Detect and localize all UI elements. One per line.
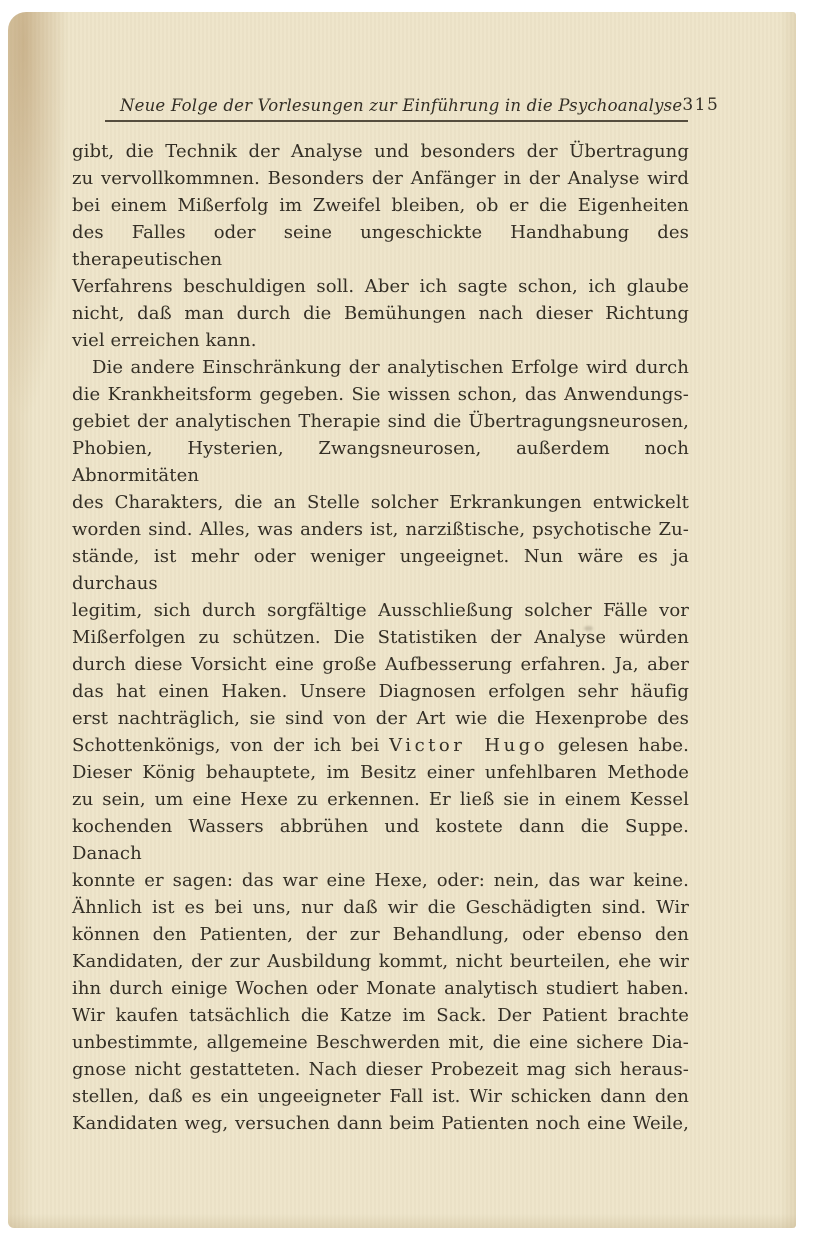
text-line: stände, ist mehr oder weniger ungeeignet. Nun wäre es ja durchaus (72, 546, 689, 594)
text-line: Wir kaufen tatsächlich die Katze im Sack. Der Patient brachte (72, 1005, 689, 1026)
text-line: worden sind. Alles, was anders ist, narzißtische, psychotische Zu- (72, 519, 689, 540)
text-line: gnose nicht gestatteten. Nach dieser Probezeit mag sich heraus- (72, 1059, 689, 1080)
letterspaced-author-name: Victor Hugo (389, 735, 549, 756)
paragraph (72, 354, 689, 1137)
text-line: Verfahrens beschuldigen soll. Aber ich sagte schon, ich glaube (72, 276, 689, 297)
text-line: Die andere Einschränkung der analytischen Erfolge wird durch (92, 357, 689, 378)
body-text (72, 138, 689, 1137)
text-line: des Falles oder seine ungeschickte Handhabung des therapeutischen (72, 222, 689, 270)
text-line: konnte er sagen: das war eine Hexe, oder: nein, das war keine. (72, 870, 689, 891)
page-number: 315 (682, 95, 720, 115)
paragraph (72, 138, 689, 354)
running-header-title: Neue Folge der Vorlesungen zur Einführung in die Psychoanalyse (120, 96, 683, 115)
text-line: gibt, die Technik der Analyse und besonders der Übertragung (72, 141, 689, 162)
text-line: Phobien, Hysterien, Zwangsneurosen, außerdem noch Abnormitäten (72, 438, 689, 486)
text-line: Kandidaten, der zur Ausbildung kommt, nicht beurteilen, ehe wir (72, 951, 689, 972)
text-line: erst nachträglich, sie sind von der Art wie die Hexenprobe des (72, 708, 689, 729)
text-line: Mißerfolgen zu schützen. Die Statistiken der Analyse würden (72, 627, 689, 648)
text-line: legitim, sich durch sorgfältige Ausschließung solcher Fälle vor (72, 600, 689, 621)
scan-speck (260, 1104, 264, 1108)
text-line: Schottenkönigs, von der ich bei Victor Hugo gelesen habe. (72, 735, 689, 756)
text-line: ihn durch einige Wochen oder Monate analytisch studiert haben. (72, 978, 689, 999)
text-line: die Krankheitsform gegeben. Sie wissen schon, das Anwendungs- (72, 384, 689, 405)
scan-speck (584, 626, 593, 631)
text-line: Kandidaten weg, versuchen dann beim Patienten noch eine Weile, (72, 1113, 689, 1134)
text-line: Ähnlich ist es bei uns, nur daß wir die Geschädigten sind. Wir (72, 897, 689, 918)
text-line: gebiet der analytischen Therapie sind die Übertragungsneurosen, (72, 411, 689, 432)
text-line: durch diese Vorsicht eine große Aufbesserung erfahren. Ja, aber (72, 654, 689, 675)
text-line: Dieser König behauptete, im Besitz einer unfehlbaren Methode (72, 762, 689, 783)
page-scan (8, 12, 796, 1228)
text-line: bei einem Mißerfolg im Zweifel bleiben, ob er die Eigenheiten (72, 195, 689, 216)
text-line: das hat einen Haken. Unsere Diagnosen erfolgen sehr häufig (72, 681, 689, 702)
text-line: nicht, daß man durch die Bemühungen nach dieser Richtung (72, 303, 689, 324)
text-line: zu vervollkommnen. Besonders der Anfänger in der Analyse wird (72, 168, 689, 189)
text-line: können den Patienten, der zur Behandlung, oder ebenso den (72, 924, 689, 945)
text-line: stellen, daß es ein ungeeigneter Fall ist. Wir schicken dann den (72, 1086, 689, 1107)
text-line: kochenden Wassers abbrühen und kostete dann die Suppe. Danach (72, 816, 689, 864)
text-line: viel erreichen kann. (72, 330, 257, 351)
text-line: des Charakters, die an Stelle solcher Erkrankungen entwickelt (72, 492, 689, 513)
running-header (105, 82, 720, 122)
text-line: zu sein, um eine Hexe zu erkennen. Er ließ sie in einem Kessel (72, 789, 689, 810)
text-line: unbestimmte, allgemeine Beschwerden mit, die eine sichere Dia- (72, 1032, 689, 1053)
